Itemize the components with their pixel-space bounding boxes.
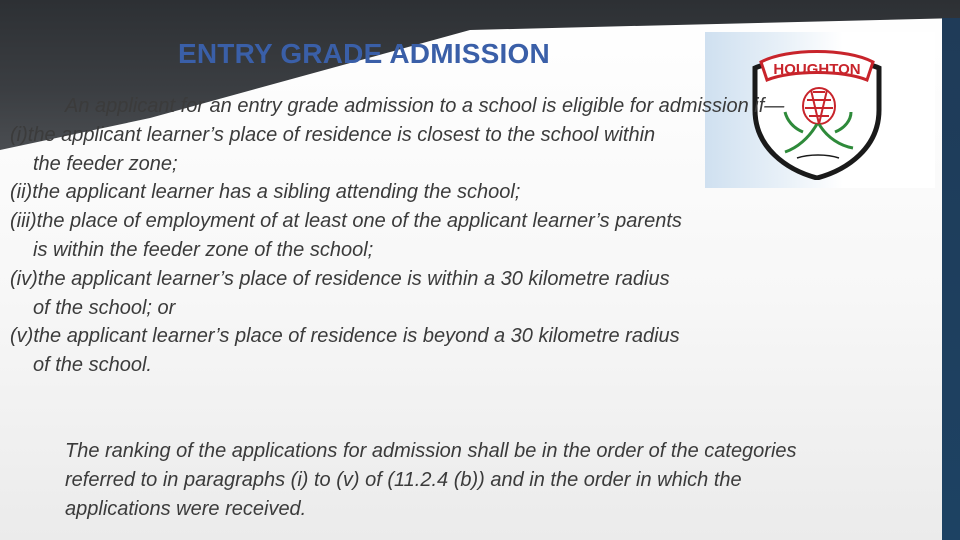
criterion-label: (v) [10, 325, 34, 348]
intro-paragraph: An applicant for an entry grade admission to a school is eligible for admission if— [65, 95, 785, 117]
criterion-label: (ii) [10, 181, 33, 204]
ranking-paragraph: The ranking of the applications for admission shall be in the order of the categories referred to in paragraphs (i) to (v) of (11.2.4 (b)) and in the order in which the applications were received. [65, 440, 797, 520]
page-title: ENTRY GRADE ADMISSION [178, 38, 550, 69]
criterion-label: (iv) [10, 267, 38, 290]
eligibility-text [10, 92, 830, 380]
criterion-item [10, 265, 830, 323]
criterion-continuation: the feeder zone; [33, 152, 178, 175]
criterion-continuation: of the school. [33, 354, 152, 377]
criterion-item [10, 178, 830, 207]
criterion-first-line: the applicant learner’s place of residence is closest to the school within [27, 123, 656, 146]
criterion-first-line: the applicant learner’s place of residence is within a 30 kilometre radius [37, 267, 670, 290]
criterion-first-line: the applicant learner’s place of residence is beyond a 30 kilometre radius [33, 325, 680, 348]
criterion-label: (i) [10, 123, 28, 146]
criterion-label: (iii) [10, 210, 37, 233]
criterion-item [10, 207, 830, 265]
criterion-continuation: is within the feeder zone of the school; [33, 238, 374, 261]
logo-text: HOUGHTON [773, 61, 861, 78]
criterion-first-line: the applicant learner has a sibling attending the school; [32, 181, 521, 204]
criterion-first-line: the place of employment of at least one of the applicant learner’s parents [36, 210, 682, 233]
criterion-item [10, 121, 830, 179]
criterion-continuation: of the school; or [33, 296, 176, 319]
criterion-item [10, 322, 830, 380]
right-accent-bar [942, 18, 960, 540]
